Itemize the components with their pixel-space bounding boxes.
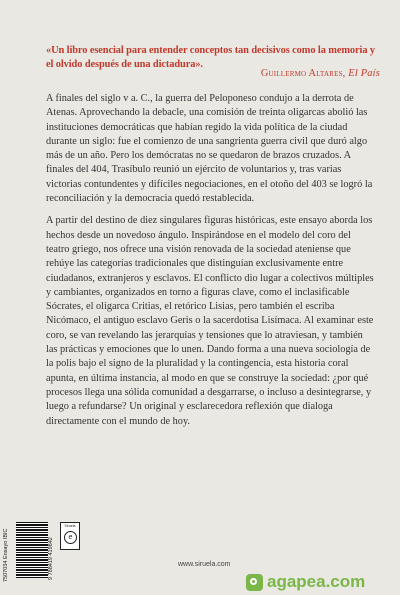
- barcode-block: [4, 504, 88, 590]
- press-quote-author: Guillermo Altares,: [260, 68, 346, 79]
- synopsis-paragraph-2: A partir del destino de diez singulares figuras históricas, este ensayo aborda los hechos desde un novedoso ángulo. Inspirándose en el modelo del coro del teatro griego, nos ofrece una visión renovada de la sociedad ateniense que rehúye las categorías tradicionales que distinguían exclusivamente entre ciudadanos, extranjeros y esclavos. El conflicto dio lugar a colectivos múltiples y cambiantes, organizados en torno a figuras clave, como el inclasificable Sócrates, el oligarca Critias, el retórico Lisias, pero también el escriba Nicómaco, el antiguo esclavo Geris o la sacerdotisa Lisímaca. Al examinar este coro, se van revelando las jerarquías y tensiones que lo atraviesan, y también las prácticas y emociones que lo unen. Dando forma a una nueva sociología de la polis bajo el signo de la pluralidad y la contingencia, esta historia coral apunta, en última instancia, al modo en que se construye la sociedad: ¿por qué procesos llega una sólida comunidad a desgarrarse, o incluso a desintegrarse, y luego a refundarse? Un original y esclarecedora reflexión que dialoga directamente con el mundo de hoy.: [46, 215, 374, 427]
- watermark-text: agapea.com: [267, 572, 366, 591]
- watermark: [246, 570, 365, 594]
- press-quote-publication: El País: [348, 68, 380, 79]
- agapea-logo-icon: [246, 574, 263, 591]
- synopsis-paragraph-1: A finales del siglo v a. C., la guerra del Peloponeso condujo a la derrota de Atenas. Aprovechando la debacle, una comisión de treinta oligarcas abolió las instituciones democráticas que habían regido la vida política de la ciudad durante un siglo: fue el comienzo de una sangrienta guerra civil que duró algo más de un año. Pero los demócratas no se quedaron de brazos cruzados. A finales del 404, Trasíbulo reunió un ejército de voluntarios y, tras varias victorias contundentes y difíciles negociaciones, en el otoño del 403 se logró la reconciliación y la democracia quedó restablecida.: [46, 93, 373, 205]
- publisher-logo-icon: e: [64, 531, 77, 544]
- barcode-icon: [16, 522, 48, 578]
- isbn-code: 7507034 Ensayo IBIC: [3, 528, 9, 582]
- publisher-logo-label: Siruela: [64, 524, 76, 528]
- barcode-number: 9 788419 419842: [48, 537, 54, 580]
- press-quote-text: «Un libro esencial para entender conceptos tan decisivos como la memoria y el olvido después de una dictadura».: [46, 45, 376, 71]
- synopsis: [46, 92, 376, 437]
- publisher-url: www.siruela.com: [178, 561, 231, 568]
- press-quote-attribution: [46, 67, 380, 81]
- publisher-logo: [60, 522, 80, 550]
